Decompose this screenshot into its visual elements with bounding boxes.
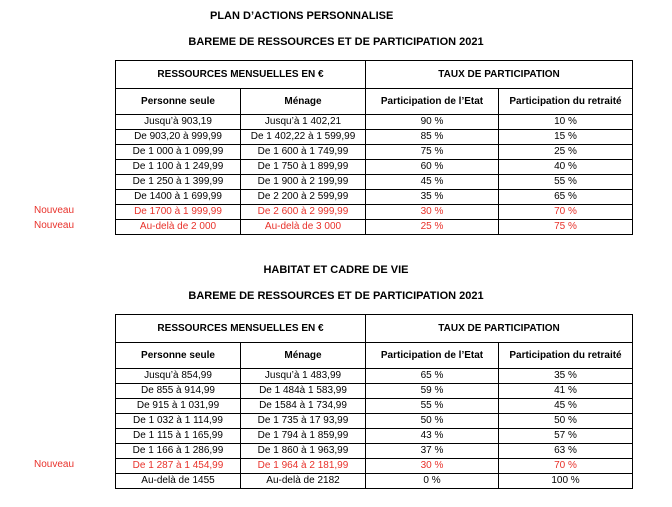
cell-participation-etat: 85 %	[366, 130, 499, 145]
cell-personne-seule: De 1 032 à 1 114,99	[116, 414, 241, 429]
cell-participation-retraite: 50 %	[499, 414, 633, 429]
cell-participation-retraite: 55 %	[499, 175, 633, 190]
cell-participation-etat: 60 %	[366, 160, 499, 175]
cell-personne-seule: De 1 000 à 1 099,99	[116, 145, 241, 160]
table-row	[116, 130, 633, 145]
cell-menage: Au-delà de 3 000	[241, 220, 366, 235]
cell-participation-etat: 37 %	[366, 444, 499, 459]
group-header-resources: RESSOURCES MENSUELLES EN €	[116, 61, 366, 89]
cell-personne-seule: Au-delà de 2 000	[116, 220, 241, 235]
cell-participation-etat: 90 %	[366, 115, 499, 130]
cell-participation-etat: 50 %	[366, 414, 499, 429]
cell-participation-etat: 30 %	[366, 205, 499, 220]
section1-table-body	[116, 115, 633, 235]
table-row	[116, 384, 633, 399]
cell-menage: De 2 200 à 2 599,99	[241, 190, 366, 205]
cell-personne-seule: De 1700 à 1 999,99	[116, 205, 241, 220]
cell-personne-seule: De 1 287 à 1 454,99	[116, 459, 241, 474]
cell-menage: De 1 735 à 17 93,99	[241, 414, 366, 429]
table-row	[116, 399, 633, 414]
col-header-personne-seule: Personne seule	[116, 89, 241, 115]
cell-personne-seule: De 903,20 à 999,99	[116, 130, 241, 145]
cell-participation-etat: 25 %	[366, 220, 499, 235]
cell-participation-etat: 35 %	[366, 190, 499, 205]
nouveau-label: Nouveau	[34, 459, 75, 470]
table-row	[116, 115, 633, 130]
section2-subtitle: BAREME DE RESSOURCES ET DE PARTICIPATION 2021	[188, 290, 484, 302]
cell-menage: De 2 600 à 2 999,99	[241, 205, 366, 220]
section2-table-body	[116, 369, 633, 489]
section2-title: HABITAT ET CADRE DE VIE	[263, 264, 409, 276]
table-row	[116, 429, 633, 444]
cell-menage: De 1 964 à 2 181,99	[241, 459, 366, 474]
col-header-participation-retraite: Participation du retraité	[499, 89, 633, 115]
cell-menage: De 1 900 à 2 199,99	[241, 175, 366, 190]
col-header-personne-seule: Personne seule	[116, 343, 241, 369]
table-row	[116, 175, 633, 190]
cell-personne-seule: De 1 166 à 1 286,99	[116, 444, 241, 459]
col-header-menage: Ménage	[241, 343, 366, 369]
section1-title: PLAN D’ACTIONS PERSONNALISE	[210, 10, 394, 22]
cell-menage: De 1 860 à 1 963,99	[241, 444, 366, 459]
cell-menage: Au-delà de 2182	[241, 474, 366, 489]
cell-participation-retraite: 41 %	[499, 384, 633, 399]
cell-participation-retraite: 100 %	[499, 474, 633, 489]
table-row	[116, 474, 633, 489]
cell-participation-retraite: 63 %	[499, 444, 633, 459]
cell-participation-retraite: 25 %	[499, 145, 633, 160]
col-header-menage: Ménage	[241, 89, 366, 115]
table-row	[116, 444, 633, 459]
cell-personne-seule: Jusqu’à 903,19	[116, 115, 241, 130]
col-header-participation-retraite: Participation du retraité	[499, 343, 633, 369]
cell-participation-etat: 55 %	[366, 399, 499, 414]
nouveau-label: Nouveau	[34, 205, 75, 216]
cell-menage: De 1 600 à 1 749,99	[241, 145, 366, 160]
cell-participation-retraite: 45 %	[499, 399, 633, 414]
cell-menage: De 1 794 à 1 859,99	[241, 429, 366, 444]
cell-personne-seule: De 1 250 à 1 399,99	[116, 175, 241, 190]
cell-personne-seule: De 1 100 à 1 249,99	[116, 160, 241, 175]
cell-menage: De 1 484à 1 583,99	[241, 384, 366, 399]
cell-participation-retraite: 15 %	[499, 130, 633, 145]
cell-personne-seule: De 855 à 914,99	[116, 384, 241, 399]
cell-participation-etat: 65 %	[366, 369, 499, 384]
cell-personne-seule: De 1400 à 1 699,99	[116, 190, 241, 205]
cell-participation-retraite: 10 %	[499, 115, 633, 130]
cell-personne-seule: De 1 115 à 1 165,99	[116, 429, 241, 444]
cell-participation-etat: 59 %	[366, 384, 499, 399]
cell-participation-etat: 30 %	[366, 459, 499, 474]
table-row	[116, 369, 633, 384]
cell-participation-retraite: 35 %	[499, 369, 633, 384]
table-row	[116, 145, 633, 160]
table-row	[116, 160, 633, 175]
table-row	[116, 190, 633, 205]
cell-menage: De 1584 à 1 734,99	[241, 399, 366, 414]
cell-menage: Jusqu’à 1 402,21	[241, 115, 366, 130]
cell-personne-seule: Au-delà de 1455	[116, 474, 241, 489]
cell-menage: Jusqu’à 1 483,99	[241, 369, 366, 384]
nouveau-label: Nouveau	[34, 220, 75, 231]
section1-subtitle: BAREME DE RESSOURCES ET DE PARTICIPATION 2021	[188, 36, 484, 48]
cell-participation-retraite: 70 %	[499, 459, 633, 474]
col-header-participation-etat: Participation de l’Etat	[366, 89, 499, 115]
table-row	[116, 414, 633, 429]
cell-menage: De 1 402,22 à 1 599,99	[241, 130, 366, 145]
cell-menage: De 1 750 à 1 899,99	[241, 160, 366, 175]
cell-participation-etat: 45 %	[366, 175, 499, 190]
group-header-resources: RESSOURCES MENSUELLES EN €	[116, 315, 366, 343]
cell-personne-seule: Jusqu’à 854,99	[116, 369, 241, 384]
table-row	[116, 459, 633, 474]
cell-participation-etat: 0 %	[366, 474, 499, 489]
table-row	[116, 205, 633, 220]
cell-participation-retraite: 40 %	[499, 160, 633, 175]
group-header-participation: TAUX DE PARTICIPATION	[366, 315, 633, 343]
group-header-participation: TAUX DE PARTICIPATION	[366, 61, 633, 89]
cell-participation-retraite: 57 %	[499, 429, 633, 444]
cell-participation-etat: 43 %	[366, 429, 499, 444]
section1-table	[115, 60, 633, 235]
cell-participation-retraite: 75 %	[499, 220, 633, 235]
col-header-participation-etat: Participation de l’Etat	[366, 343, 499, 369]
table-row	[116, 220, 633, 235]
cell-participation-retraite: 65 %	[499, 190, 633, 205]
cell-personne-seule: De 915 à 1 031,99	[116, 399, 241, 414]
section2-table	[115, 314, 633, 489]
cell-participation-etat: 75 %	[366, 145, 499, 160]
cell-participation-retraite: 70 %	[499, 205, 633, 220]
